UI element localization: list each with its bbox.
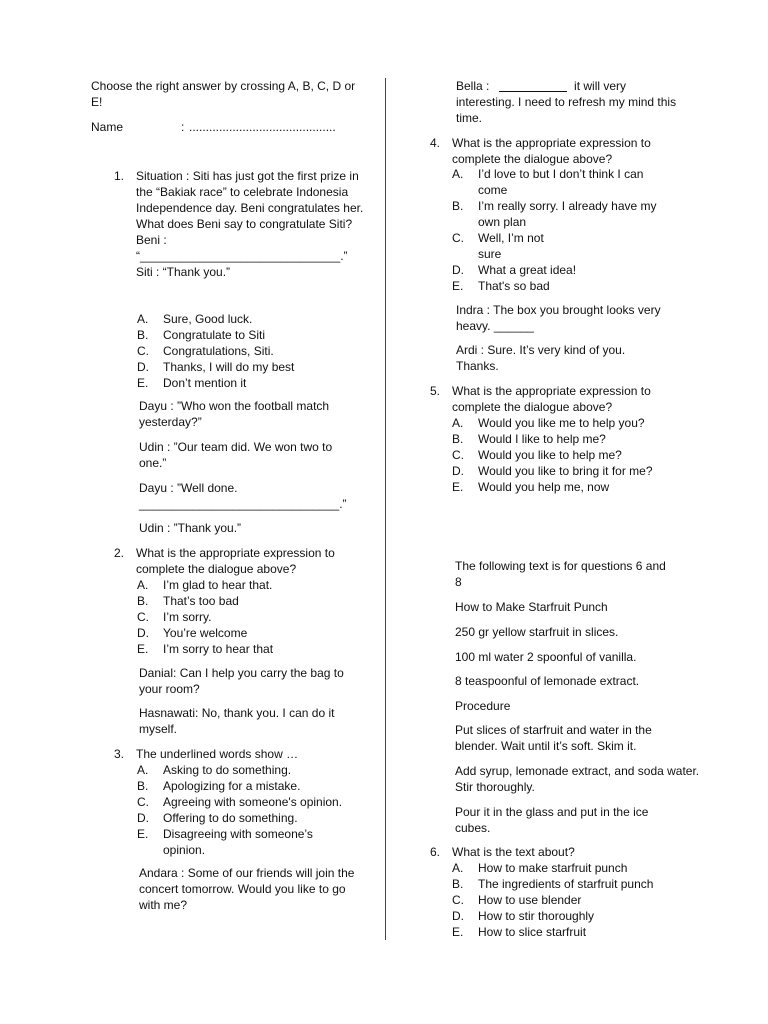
name-label: Name [91, 120, 124, 134]
question-6-number: 6. [429, 845, 440, 859]
question-6-option-a[interactable]: A. How to make starfruit punch [452, 861, 628, 875]
reading-step-1: Put slices of starfruit and water in the blender. Wait until it’s soft. Skim it. [455, 723, 652, 753]
question-6-options [452, 860, 702, 940]
reading-ingredient-2: 100 ml water 2 spoonful of vanilla. [455, 650, 637, 664]
reading-step-2: Add syrup, lemonade extract, and soda water. Stir thoroughly. [455, 764, 700, 794]
dialogue-4-andara: Andara : Some of our friends will join the concert tomorrow. Would you like to go with me? [139, 866, 355, 912]
dialogue-3-hasnawati: Hasnawati: No, thank you. I can do it myself. [139, 706, 335, 736]
dialogue-2-udin-1: Udin : ”Our team did. We won two to one.” [139, 440, 333, 470]
question-4-option-e[interactable]: E. That's so bad [452, 279, 550, 293]
question-4-option-a[interactable]: A. I’d love to but I don’t think I can come [452, 167, 644, 197]
question-1-option-a[interactable]: A. Sure, Good luck. [137, 312, 253, 326]
question-2-question: What is the appropriate expression to complete the dialogue above? [136, 546, 335, 576]
reading-ingredient-3: 8 teaspoonful of lemonade extract. [455, 674, 640, 688]
question-4-options [452, 166, 682, 294]
question-1-number: 1. [113, 169, 124, 183]
dialogue-4-bella: Bella : it will very interesting. I need to refresh my mind this time. [456, 79, 677, 125]
question-2-option-d[interactable]: D. You’re welcome [137, 626, 248, 640]
question-1-option-d[interactable]: D. Thanks, I will do my best [137, 360, 295, 374]
question-3-option-b[interactable]: B. Apologizing for a mistake. [137, 779, 301, 793]
dialogue-3-danial: Danial: Can I help you carry the bag to your room? [139, 666, 344, 696]
question-2-option-b[interactable]: B. That’s too bad [137, 594, 239, 608]
question-6-option-b[interactable]: B. The ingredients of starfruit punch [452, 877, 654, 891]
column-divider [385, 78, 386, 940]
question-5-option-a[interactable]: A. Would you like me to help you? [452, 416, 645, 430]
question-2-option-c[interactable]: C. I’m sorry. [137, 610, 212, 624]
reading-procedure-heading: Procedure [455, 699, 511, 713]
reading-title: How to Make Starfruit Punch [455, 600, 608, 614]
question-1-question: What does Beni say to congratulate Siti? [136, 217, 353, 231]
reading-ingredient-1: 250 gr yellow starfruit in slices. [455, 625, 619, 639]
dialogue-5-blank: ______ [493, 319, 534, 333]
question-4-number: 4. [429, 136, 440, 150]
question-2-option-a[interactable]: A. I’m glad to hear that. [137, 578, 273, 592]
dialogue-4-blank [499, 79, 567, 92]
question-6-question: What is the text about? [452, 845, 575, 859]
question-1-siti: Siti : “Thank you.” [136, 265, 231, 279]
question-1-beni: Beni : [136, 233, 167, 247]
question-1-option-e[interactable]: E. Don’t mention it [137, 376, 247, 390]
question-5-question: What is the appropriate expression to complete the dialogue above? [452, 384, 651, 414]
question-3-number: 3. [113, 747, 124, 761]
reading-step-3: Pour it in the glass and put in the ice cubes. [455, 805, 649, 835]
question-5-option-c[interactable]: C. Would you like to help me? [452, 448, 622, 462]
dialogue-2-dayu-1: Dayu : ”Who won the football match yesterday?” [139, 399, 330, 429]
question-6-option-c[interactable]: C. How to use blender [452, 893, 582, 907]
question-6-option-d[interactable]: D. How to stir thoroughly [452, 909, 595, 923]
question-5-option-d[interactable]: D. Would you like to bring it for me? [452, 464, 653, 478]
question-1-options [137, 311, 367, 391]
reading-intro: The following text is for questions 6 and 8 [455, 559, 666, 589]
dialogue-5-ardi: Ardi : Sure. It’s very kind of you. Thanks. [456, 343, 626, 373]
question-3-question: The underlined words show … [136, 747, 299, 761]
question-2-number: 2. [113, 546, 124, 560]
question-1-blank: “______________________________.” [136, 249, 348, 263]
dialogue-2-udin-2: Udin : ”Thank you.” [139, 521, 242, 535]
question-5-number: 5. [429, 384, 440, 398]
name-field [91, 119, 371, 135]
question-1-option-b[interactable]: B. Congratulate to Siti [137, 328, 266, 342]
name-colon: : [181, 120, 185, 134]
instruction: Choose the right answer by crossing A, B, C, D or E! [91, 79, 356, 109]
question-3-option-c[interactable]: C. Agreeing with someone's opinion. [137, 795, 343, 809]
question-1-stem [136, 168, 364, 280]
question-3-option-a[interactable]: A. Asking to do something. [137, 763, 292, 777]
dialogue-2-dayu-2: Dayu : ”Well done. ______________________________.” [139, 480, 361, 512]
question-4-option-d[interactable]: D. What a great idea! [452, 263, 577, 277]
question-4-question: What is the appropriate expression to complete the dialogue above? [452, 136, 651, 166]
question-2-option-e[interactable]: E. I’m sorry to hear that [137, 642, 274, 656]
dialogue-2-blank: ______________________________.” [139, 497, 347, 511]
dialogue-3-underlined-words: I can do it myself [139, 706, 335, 736]
question-2-options [137, 577, 367, 657]
question-5-options [452, 415, 682, 495]
name-blank[interactable]: ............................................ [189, 120, 336, 134]
question-3-option-e[interactable]: E. Disagreeing with someone’s opinion. [137, 827, 313, 857]
question-6-option-e[interactable]: E. How to slice starfruit [452, 925, 587, 939]
dialogue-5-indra: Indra : The box you brought looks very heavy. ______ [456, 303, 661, 333]
question-3-option-d[interactable]: D. Offering to do something. [137, 811, 298, 825]
question-4-option-b[interactable]: B. I’m really sorry. I already have my own plan [452, 199, 657, 229]
question-4-option-c[interactable]: C. Well, I’m not sure [452, 231, 544, 261]
question-5-option-b[interactable]: B. Would I like to help me? [452, 432, 606, 446]
question-1-option-c[interactable]: C. Congratulations, Siti. [137, 344, 274, 358]
question-3-options [137, 762, 367, 858]
question-1-situation: Situation : Siti has just got the first prize in the “Bakiak race” to celebrate Indonesia Independence day. Beni congratulates her. [136, 169, 364, 215]
question-5-option-e[interactable]: E. Would you help me, now [452, 480, 610, 494]
